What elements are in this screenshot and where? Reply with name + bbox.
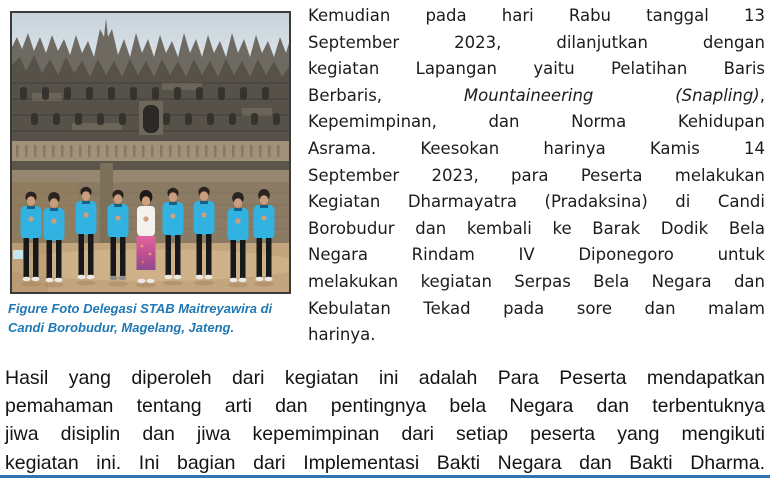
gate-arch: [143, 105, 159, 133]
text-line: kegiatan Lapangan yaitu Pelatihan Baris: [308, 59, 765, 79]
paragraph-bottom: [5, 364, 765, 477]
text-line: Kepemimpinan, dan Norma Kehidupan: [308, 112, 765, 132]
text-line: harinya.: [308, 325, 376, 345]
delegation-photo: [10, 11, 291, 294]
text-line: Borobudur dan kembali ke Barak Dodik Bela: [308, 218, 765, 238]
text-line: Berbaris, Mountaineering (Snapling),: [308, 85, 765, 105]
text-line: Hasil yang diperoleh dari kegiatan ini adalah Para Peserta mendapatkan: [5, 367, 765, 389]
text-line: melakukan kegiatan Serpas Bela Negara dan: [308, 271, 765, 291]
text-line: September 2023, para Peserta melakukan: [308, 165, 765, 185]
ledge: [12, 161, 289, 170]
text-line: Kebulatan Tekad pada sore dan malam: [308, 298, 765, 318]
relief-band-2: [12, 170, 289, 182]
text-line: September 2023, dilanjutkan dengan: [308, 32, 765, 52]
borobudur-photo-illustration: [12, 13, 289, 292]
cooler-box: [13, 250, 23, 259]
text-line: jiwa disiplin dan jiwa kepemimpinan dari setiap peserta yang mengikuti: [5, 423, 765, 446]
text-line: Negara Rindam IV Diponegoro untuk: [308, 245, 765, 265]
text-line: Kemudian pada hari Rabu tanggal 13: [308, 6, 765, 25]
text-line: Asrama. Keesokan harinya Kamis 14: [308, 138, 765, 158]
paragraph-right: [308, 3, 765, 349]
figure-caption: Figure Foto Delegasi STAB Maitreyawira di Candi Borobudur, Magelang, Jateng.: [8, 301, 273, 335]
text-line: pemahaman tentang arti dan pentingnya bela Negara dan terbentuknya: [5, 395, 765, 418]
text-line: kegiatan ini. Ini bagian dari Implementasi Bakti Negara dan Bakti Dharma.: [5, 451, 765, 474]
text-line: Kegiatan Dharmayatra (Pradaksina) di Candi: [308, 192, 765, 212]
